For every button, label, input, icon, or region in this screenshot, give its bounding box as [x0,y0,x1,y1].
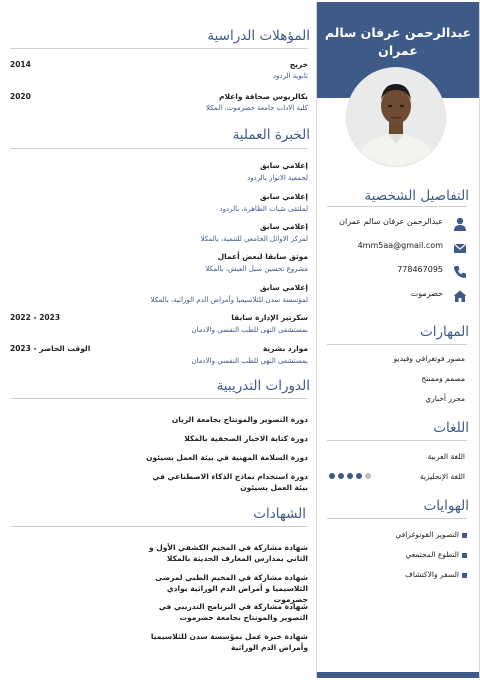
bullet-square [462,573,467,578]
education-place: ثانوية الردود [272,72,308,80]
hobby-label: التصوير الفوتوغرافي [395,530,459,539]
contact-address-text: حضرموت [410,289,443,298]
course-item: دورة السلامة المهنية في بيئة العمل بسيئون [146,453,308,462]
language-item: اللغة الإنجليزية [419,472,465,481]
languages-heading: اللغات [433,420,469,436]
experience-place: مشروع تحسين سبل العيش، بالمكلا [205,265,308,273]
sidebar [316,2,480,678]
experience-place: بمستشفى النهى للطب النفسي والادمان [191,357,308,365]
bullet-square [462,533,467,538]
skill-item: مصمم وممنتج [421,374,465,383]
certificate-item: شهادة مشاركة في المخيم الطبي لمرضى الثلاسيميا و أمراض الدم الوراثية بوادي حضرموت [155,573,308,604]
skill-item: محرر أخباري [425,394,465,403]
hobbies-heading: الهوايات [423,498,469,514]
contact-name-text: عبدالرحمن عرفان سالم عمران [339,217,443,226]
education-place: كلية الاداب جامعة حضرموت، المكلا [206,104,308,112]
education-title: خريج [289,60,308,69]
education-heading: المؤهلات الدراسية [207,28,310,44]
experience-title: إعلامي سابق [260,192,308,201]
contact-email-text[interactable]: 4mm5aa@gmail.com [357,241,443,250]
hobby-item [405,570,467,579]
level-dot [365,473,371,479]
home-icon [453,289,467,303]
education-date: 2020 [10,92,31,101]
hobby-item [405,550,467,559]
divider [327,206,467,207]
divider [327,440,467,441]
contact-phone-text[interactable]: 778467095 [397,265,443,274]
divider [327,344,467,345]
course-item: دورة التصوير والمونتاج بجامعة الريان [171,415,308,424]
avatar [347,68,445,166]
education-title: بكالريوس صحافة واعلام [218,92,308,101]
hobby-label: التطوع المجتمعي [405,550,459,559]
experience-title: إعلامي سابق [260,283,308,292]
contact-name [321,216,471,232]
personal-heading: التفاصيل الشخصية [364,188,469,204]
language-item: اللغة العربية [427,452,465,461]
divider [10,148,308,149]
sidebar-footer [317,672,479,678]
bullet-square [462,553,467,558]
experience-place: لجمعية الانوار بالردود [247,174,308,182]
experience-date: 2023 - الوقت الحاضر [10,344,91,353]
experience-heading: الخبرة العملية [232,127,310,143]
level-dot [347,473,353,479]
certificate-item: شهادة خبرة عمل بمؤسسة سدن للثلاسيميا وأمراض الدم الوراثية [150,632,308,652]
divider [327,518,467,519]
course-item: دورة استخدام نماذج الذكاء الاصطناعي في بيئة العمل بسيئون [152,472,308,492]
divider [10,48,308,49]
experience-place: لملتقى شباب الظاهرة، بالردود [219,205,308,213]
level-dot [338,473,344,479]
profile-name: عبدالرحمن عرفان سالم عمران [324,25,472,58]
experience-place: لمركز الاوائل الجامعي للتنمية، بالمكلا [200,235,308,243]
experience-title: إعلامي سابق [260,222,308,231]
contact-email[interactable] [321,240,471,256]
education-date: 2014 [10,60,31,69]
experience-title: سكرتير الإدارة سابقا [231,313,308,322]
certificate-item: شهادة مشاركة في المخيم الكشفي الأول و الثاني بمدارس المعارف الحديثة بالمكلا [148,543,308,563]
user-icon [453,217,467,231]
hobby-label: السفر والاكتشاف [405,570,459,579]
experience-title: موثق سابقا لبعض أعمال [217,252,308,261]
experience-title: موارد بشرية [262,344,308,353]
level-dot [356,473,362,479]
experience-place: بمستشفى النهى للطب النفسي والادمان [191,326,308,334]
experience-place: لمؤسسة سدن للثلاسيميا وأمراض الدم الوراثية، بالمكلا [150,296,308,304]
experience-title: إعلامي سابق [260,161,308,170]
divider [10,398,308,399]
certificate-item: شهادة مشاركة في البرنامج التدريبي في التصوير والمونتاج بجامعة حضرموت [158,602,308,622]
divider [10,526,308,527]
certificates-heading: الشهادات [253,506,306,522]
course-item: دورة كتابة الاخبار الصحفية بالمكلا [184,434,308,443]
level-dot [329,473,335,479]
skills-heading: المهارات [420,324,469,340]
hobby-item [395,530,467,539]
phone-icon [453,265,467,279]
skill-item: مصور فوتغرافي وفيديو [393,354,465,363]
courses-heading: الدورات التدريبية [216,378,310,394]
contact-phone[interactable] [321,264,471,280]
envelope-icon [453,241,467,255]
contact-address [321,288,471,304]
experience-date: 2022 - 2023 [10,313,61,322]
